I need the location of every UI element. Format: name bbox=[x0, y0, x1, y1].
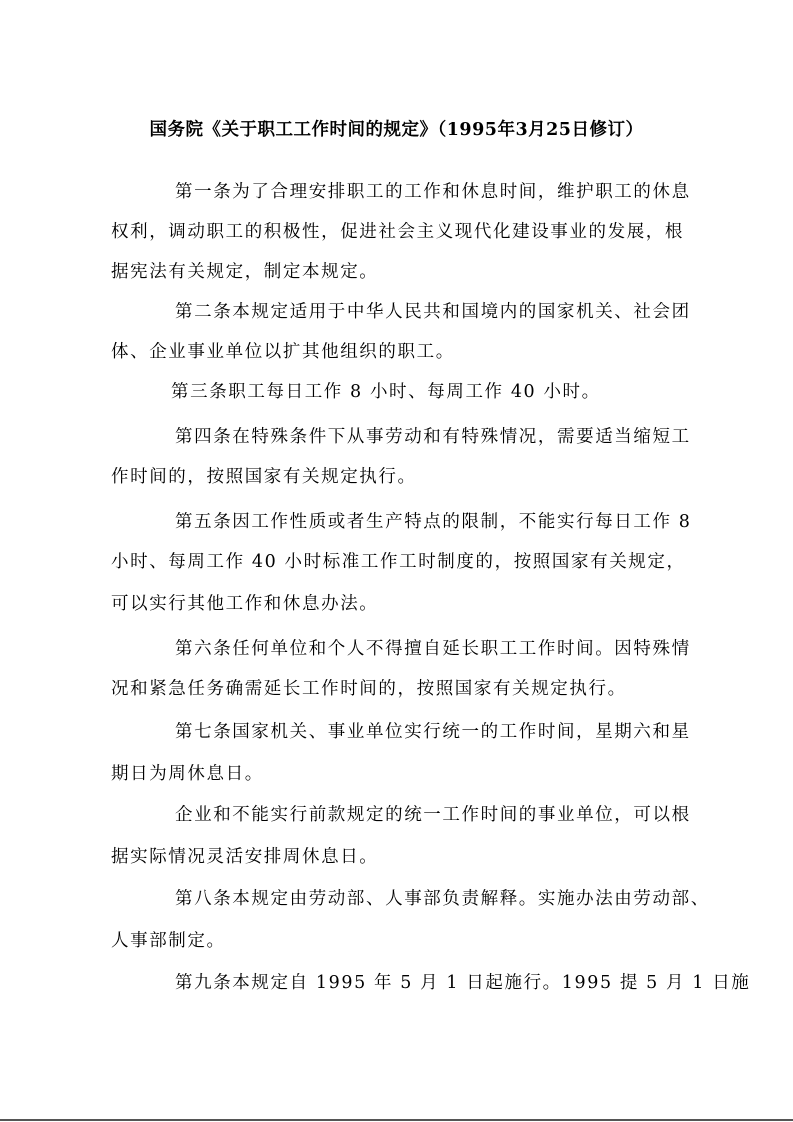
article-9-line-1: 第九条本规定自 1995 年 5 月 1 日起施行。1995 提 5 月 1 日施 bbox=[175, 973, 751, 993]
article-7-line-1: 第七条国家机关、事业单位实行统一的工作时间，星期六和星 bbox=[175, 722, 691, 742]
article-1-line-1: 第一条为了合理安排职工的工作和休息时间，维护职工的休息 bbox=[175, 182, 691, 202]
article-4-line-2: 作时间的，按照国家有关规定执行。 bbox=[111, 467, 417, 487]
article-4-line-1: 第四条在特殊条件下从事劳动和有特殊情况，需要适当缩短工 bbox=[175, 427, 691, 447]
article-2-line-2: 体、企业事业单位以扩其他组织的职工。 bbox=[111, 342, 455, 362]
article-2-line-1: 第二条本规定适用于中华人民共和国境内的国家机关、社会团 bbox=[175, 302, 691, 322]
article-5-line-3: 可以实行其他工作和休息办法。 bbox=[111, 594, 379, 614]
article-3-line-1: 第三条职工每日工作 8 小时、每周工作 40 小时。 bbox=[171, 382, 601, 402]
article-8-line-1: 第八条本规定由劳动部、人事部负责解释。实施办法由劳动部、 bbox=[175, 889, 710, 909]
page-bottom-rule bbox=[0, 1119, 793, 1121]
article-7-para-2-line-2: 据实际情况灵活安排周休息日。 bbox=[111, 847, 379, 867]
document-title: 国务院《关于职工工作时间的规定》（1995年3月25日修订） bbox=[149, 120, 644, 140]
article-1-line-2: 权利，调动职工的积极性，促进社会主义现代化建设事业的发展，根 bbox=[111, 222, 684, 242]
article-7-line-2: 期日为周休息日。 bbox=[111, 764, 264, 784]
article-7-para-2-line-1: 企业和不能实行前款规定的统一工作时间的事业单位，可以根 bbox=[175, 805, 691, 825]
article-6-line-2: 况和紧急任务确需延长工作时间的，按照国家有关规定执行。 bbox=[111, 679, 627, 699]
article-8-line-2: 人事部制定。 bbox=[111, 931, 226, 951]
article-1-line-3: 据宪法有关规定，制定本规定。 bbox=[111, 262, 379, 282]
article-6-line-1: 第六条任何单位和个人不得擅自延长职工工作时间。因特殊情 bbox=[175, 639, 691, 659]
article-5-line-2: 小时、每周工作 40 小时标准工作工时制度的，按照国家有关规定， bbox=[111, 552, 686, 572]
article-5-line-1: 第五条因工作性质或者生产特点的限制，不能实行每日工作 8 bbox=[175, 512, 692, 532]
